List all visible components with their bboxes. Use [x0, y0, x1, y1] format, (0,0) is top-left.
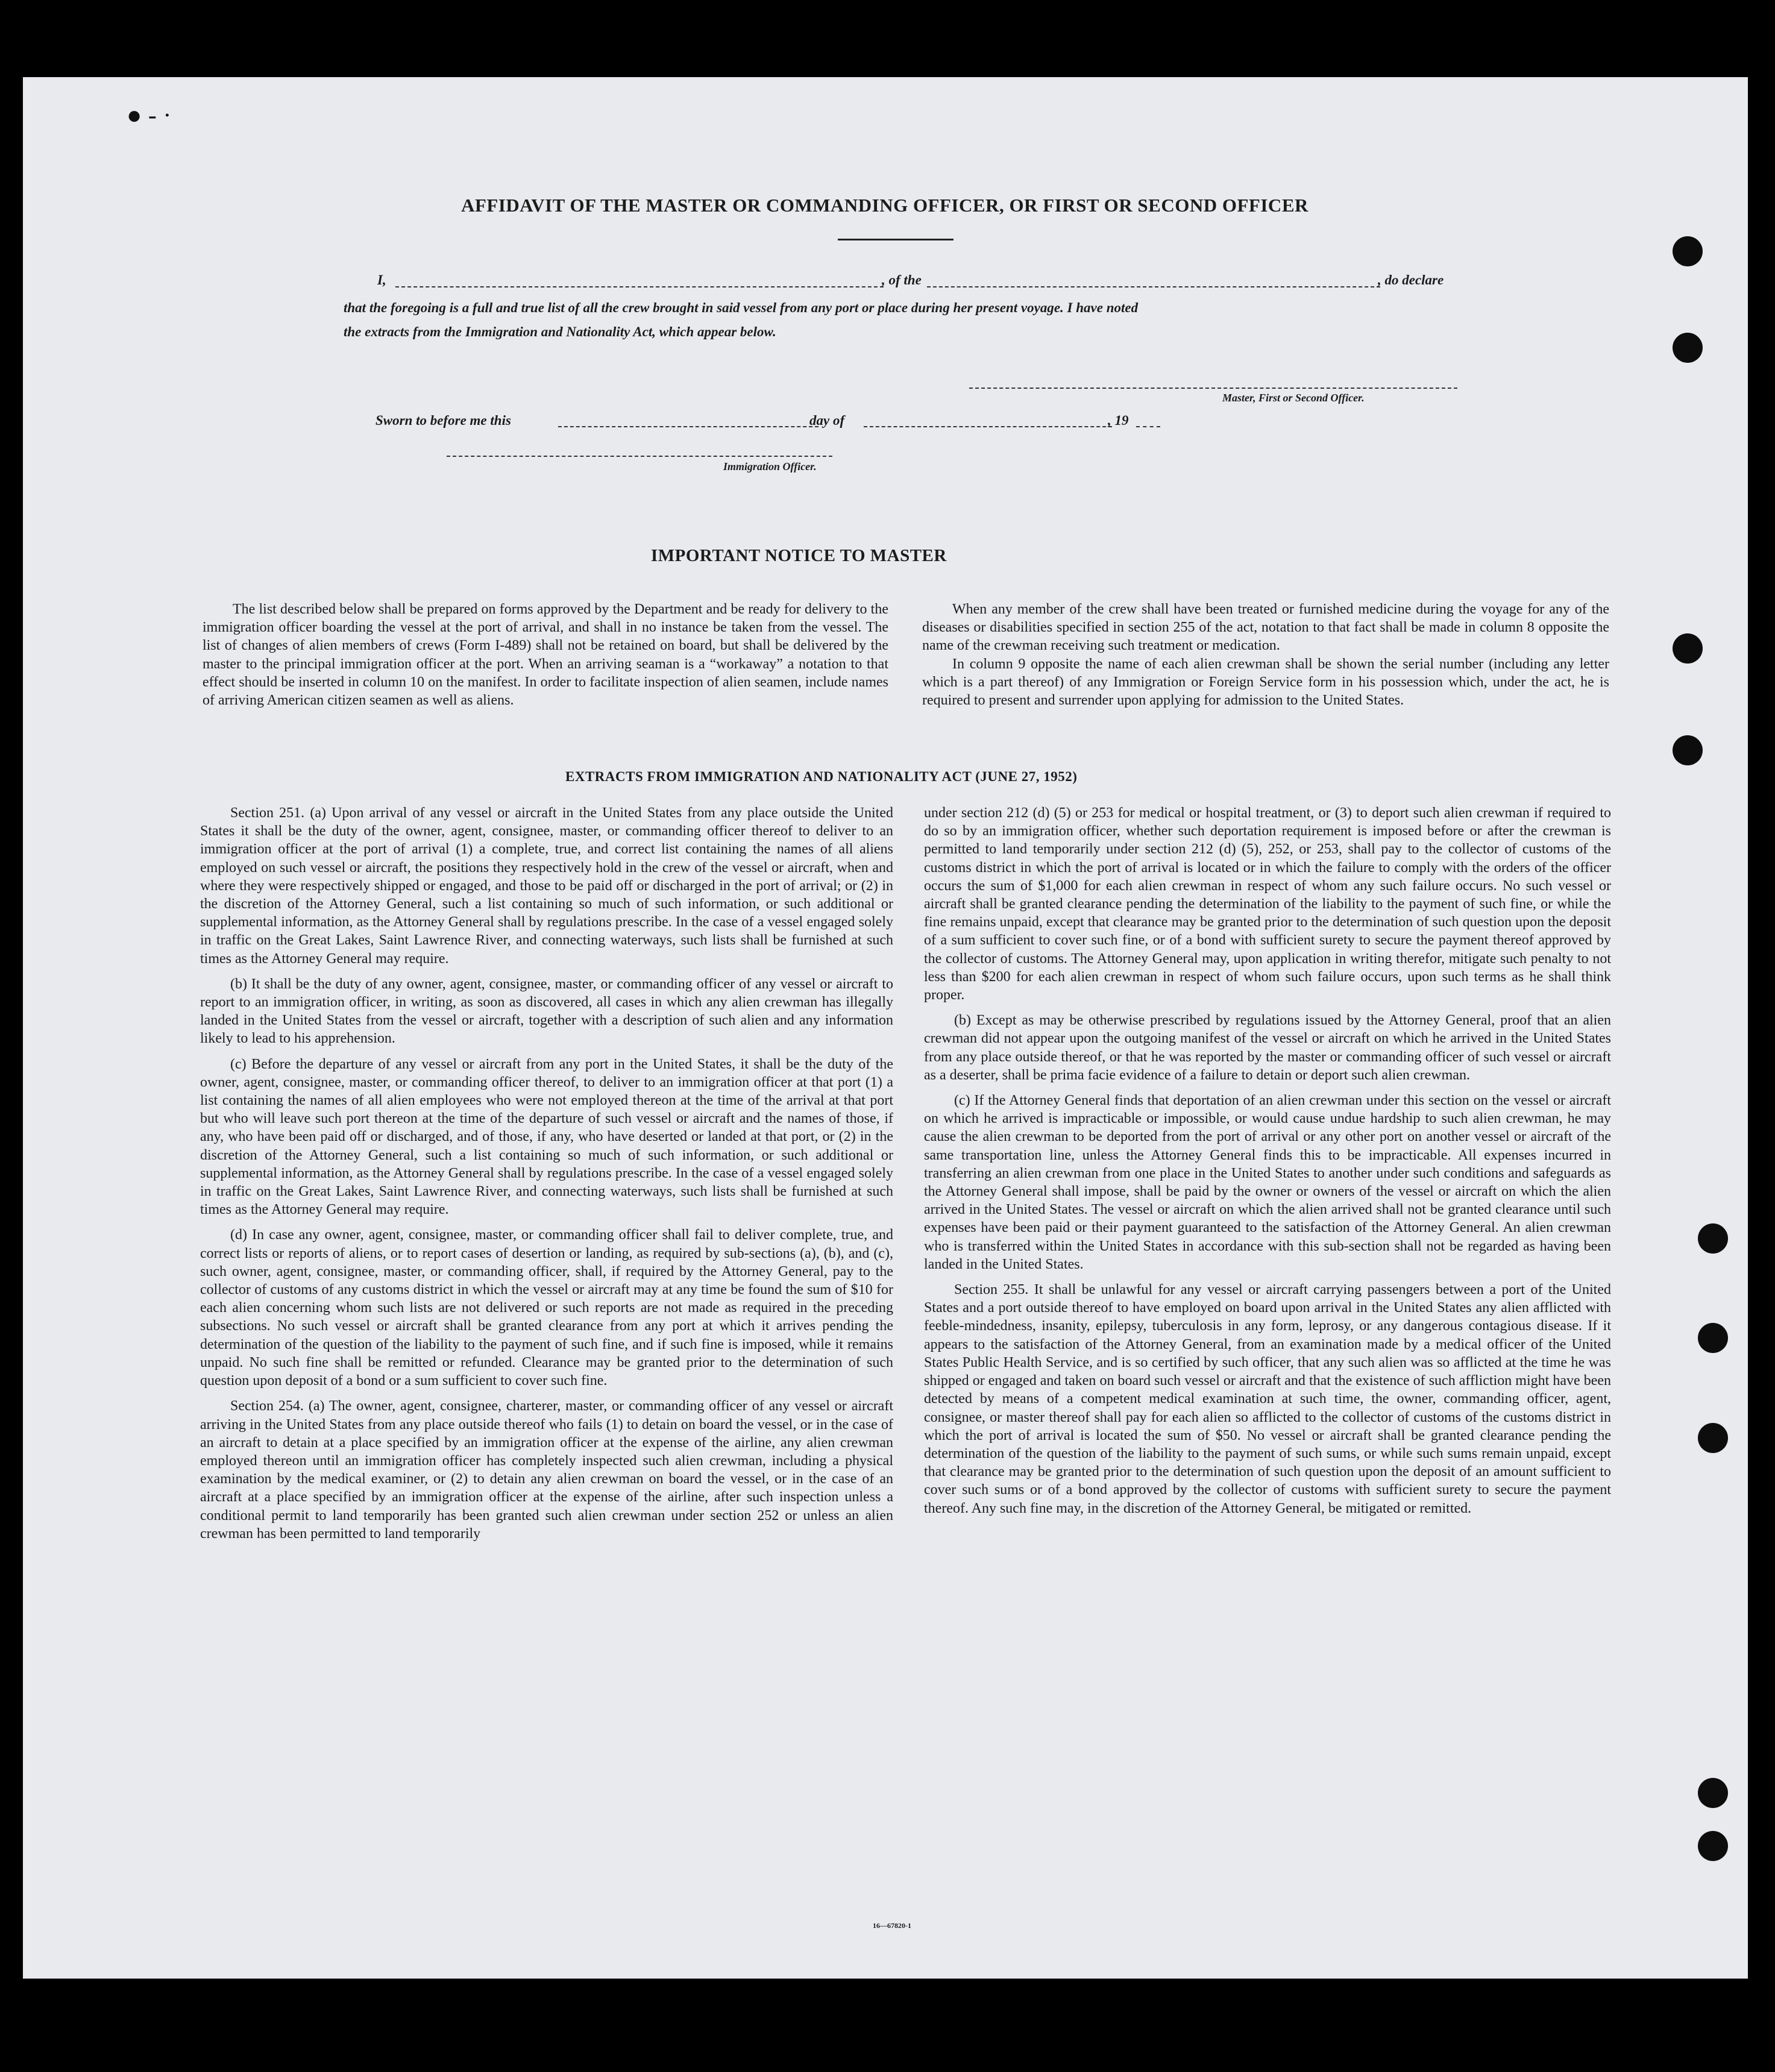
- extracts-title: EXTRACTS FROM IMMIGRATION AND NATIONALITY ACT (JUNE 27, 1952): [565, 769, 1078, 784]
- notice-right-column: [922, 600, 1609, 709]
- title-rule: [838, 239, 953, 240]
- punch-hole: [1673, 236, 1703, 266]
- punch-hole: [1673, 633, 1703, 664]
- notice-paragraph: When any member of the crew shall have been treated or furnished medicine during the voyage for any of the diseases or disabilities specified in section 255 of the act, notation to that fact shall be made in column 8 opposite the name of the crewman receiving such treatment or medication.: [922, 601, 1609, 654]
- punch-hole: [1698, 1831, 1728, 1861]
- section-paragraph: (c) If the Attorney General finds that deportation of an alien crewman under this section on the vessel or aircraft on which he arrived is impracticable or impossible, or would cause undue hardship to such alien crewman, he may cause the alien crewman to be deported from the port of arrival or any other port on another vessel or aircraft of the same transportation line, unless the Attorney General finds this to be impracticable. All expenses incurred in transferring an alien crewman from one place in the United States to another under such conditions and safeguards as the Attorney General shall impose, shall be paid by the owner or owners of the vessel or aircraft on which the alien arrived in the United States. The vessel or aircraft on which the alien arrived shall not be granted clearance until such expenses have been paid or their payment guaranteed to the satisfaction of the Attorney General. An alien crewman who is transferred within the United States in accordance with this sub-section shall not be regarded as having been landed in the United States.: [924, 1093, 1611, 1272]
- officer-signature-label: Immigration Officer.: [723, 460, 817, 472]
- sworn-year-field[interactable]: [1136, 426, 1160, 427]
- notice-paragraph: The list described below shall be prepared on forms approved by the Department and be ready for delivery to the immigration officer boarding the vessel at the port of arrival, and shall in no instance be taken from the vessel. The list of changes of alien members of crews (Form I-489) shall not be retained on board, but shall be delivered by the master to the principal immigration officer at the port. When an arriving seaman is a “workaway” a notation to that effect should be inserted in column 10 on the manifest. In order to facilitate inspection of alien seamen, include names of arriving American citizen seamen as well as aliens.: [203, 601, 888, 709]
- document-page: [23, 77, 1748, 1979]
- affidavit-title: AFFIDAVIT OF THE MASTER OR COMMANDING OFFICER, OR FIRST OR SECOND OFFICER: [461, 195, 1308, 216]
- notice-left-column: [203, 600, 888, 709]
- section-paragraph: (b) Except as may be otherwise prescribed by regulations issued by the Attorney General, proof that an alien crewman did not appear upon the outgoing manifest of the vessel or aircraft on which he arrived in the United States from any place outside thereof, or that he was reported by the master or commanding officer of such vessel or aircraft as a deserter, shall be prima facie evidence of a failure to detain or deport such alien crewman.: [924, 1012, 1611, 1083]
- punch-hole: [1673, 735, 1703, 765]
- name-field[interactable]: [395, 286, 884, 287]
- declaration-line: that the foregoing is a full and true list of all the crew brought in said vessel from any port or place during her present voyage. I have noted: [344, 300, 1139, 315]
- punch-hole: [1698, 1423, 1728, 1453]
- officer-signature-field[interactable]: [447, 456, 832, 457]
- notice-paragraph: In column 9 opposite the name of each alien crewman shall be shown the serial number (including any letter which is a part thereof) of any Immigration or Foreign Service form in his possession which, under the act, he is required to present and surrender upon applying for admission to the United States.: [922, 656, 1609, 709]
- form-code: 16—67820-1: [873, 1921, 911, 1930]
- declaration-line: the extracts from the Immigration and Nationality Act, which appear below.: [344, 324, 776, 339]
- sworn-label: Sworn to before me this: [375, 413, 511, 428]
- punch-hole: [1673, 333, 1703, 363]
- section-paragraph: (c) Before the departure of any vessel or aircraft from any port in the United States, it shall be the duty of the owner, agent, consignee, master, or commanding officer thereof, to deliver to an immigration officer at that port (1) a list containing the names of all alien employees who were not employed thereon at the time of the arrival at that port but who will leave such port thereon at the time of the departure of such vessel or aircraft and the names of those, if any, who have been paid off or discharged, and of those, if any, who have deserted or landed at that port, or (2) in the discretion of the Attorney General, such a list containing so much of such information, or such additional or supplemental information, as the Attorney General shall by regulations prescribe. In the case of a vessel engaged solely in traffic on the Great Lakes, Saint Lawrence River, and connecting waterways, such lists shall be furnished at such times as the Attorney General may require.: [200, 1056, 893, 1218]
- do-declare-label: , do declare: [1378, 272, 1444, 287]
- sworn-month-field[interactable]: [864, 426, 1112, 427]
- of-the-label: , of the: [882, 272, 922, 287]
- master-signature-label: Master, First or Second Officer.: [1222, 392, 1365, 404]
- vessel-field[interactable]: [927, 286, 1380, 287]
- section-paragraph: Section 254. (a) The owner, agent, consignee, charterer, master, or commanding officer of any vessel or aircraft arriving in the United States from any place outside thereof who fails (1) to detain on board the vessel, or in the case of an aircraft to detain at a place specified by an immigration officer at the expense of the airline, any alien crewman employed thereon until an immigration officer has completely inspected such alien crewman, including a physical examination by the medical examiner, or (2) to detain any alien crewman on board the vessel, or in the case of an aircraft at a place specified by an immigration officer at the expense of the airline, after such inspection unless a conditional permit to land temporarily has been granted such alien crewman under section 252 or unless an alien crewman has been permitted to land temporarily: [200, 1398, 893, 1542]
- section-paragraph: under section 212 (d) (5) or 253 for medical or hospital treatment, or (3) to deport such alien crewman if required to do so by an immigration officer, whether such deportation requirement is imposed before or after the crewman is permitted to land temporarily under section 212 (d) (5), 252, or 253, shall pay to the collector of customs of the customs district in which the port of arrival is located or in which the failure to comply with the orders of the officer occurs the sum of $1,000 for each alien crewman in respect of whom any such failure occurs. No such vessel or aircraft shall be granted clearance pending the determination of the liability to the payment of such fine, or while the fine remains unpaid, except that clearance may be granted prior to the determination of such question upon the deposit of a sum sufficient to cover such fine, or of a bond with sufficient surety to secure the payment thereof approved by the collector of customs. The Attorney General may, upon application in writing therefor, mitigate such penalty to not less than $200 for each alien crewman in respect of whom such failure occurs, upon such terms as he shall think proper.: [924, 805, 1611, 1003]
- section-paragraph: (b) It shall be the duty of any owner, agent, consignee, master, or commanding officer of any vessel or aircraft to report to an immigration officer, in writing, as soon as discovered, all cases in which any alien crewman has illegally landed in the United States from the vessel or aircraft, together with a description of such alien and any information likely to lead to his apprehension.: [200, 976, 893, 1047]
- master-signature-field[interactable]: [969, 388, 1457, 389]
- section-paragraph: (d) In case any owner, agent, consignee, master, or commanding officer shall fail to deliver complete, true, and correct lists or reports of aliens, or to report cases of desertion or landing, as required by sub-sections (a), (b), and (c), such owner, agent, consignee, master, or commanding officer, shall, if required by the Attorney General, pay to the collector of customs of any customs district in which the vessel or aircraft may at any time be found the sum of $10 for each alien concerning whom such lists are not delivered or such reports are not made as required in the preceding subsections. No such vessel or aircraft shall be granted clearance from any port at which it arrives pending the determination of the question of the liability to the payment of such fine, and if such fine is imposed, while it remains unpaid. No such fine shall be remitted or refunded. Clearance may be granted prior to the determination of such question upon deposit of a bond or a sum sufficient to cover such fine.: [200, 1227, 893, 1389]
- punch-hole: [1698, 1223, 1728, 1254]
- section-paragraph: Section 251. (a) Upon arrival of any vessel or aircraft in the United States from any place outside the United States it shall be the duty of the owner, agent, consignee, master, or commanding officer thereof to deliver to an immigration officer at the port of arrival (1) a complete, true, and correct list containing the names of all aliens employed on such vessel or aircraft, the positions they respectively hold in the crew of the vessel or aircraft, when and where they were respectively shipped or engaged, and those to be paid off or discharged in the port of arrival; or (2) in the discretion of the Attorney General, such a list containing so much of such information, or such additional or supplemental information, as the Attorney General shall by regulations prescribe. In the case of a vessel engaged solely in traffic on the Great Lakes, Saint Lawrence River, and connecting waterways, such lists shall be furnished at such times as the Attorney General may require.: [200, 805, 893, 967]
- day-of-label: day of: [809, 413, 845, 428]
- scan-specks: ● ‑ ·: [127, 102, 172, 130]
- sworn-day-field[interactable]: [558, 426, 818, 427]
- extracts-right-column: [924, 804, 1611, 1525]
- i-label: I,: [377, 272, 386, 287]
- punch-hole: [1698, 1778, 1728, 1808]
- notice-title: IMPORTANT NOTICE TO MASTER: [651, 546, 947, 565]
- year-label: , 19: [1108, 413, 1129, 428]
- punch-hole: [1698, 1323, 1728, 1353]
- section-paragraph: Section 255. It shall be unlawful for any vessel or aircraft carrying passengers between a port of the United States and a port outside thereof to have employed on board upon arrival in the United States any alien afflicted with feeble-mindedness, insanity, epilepsy, tuberculosis in any form, leprosy, or any dangerous contagious disease. If it appears to the satisfaction of the Attorney General, from an examination made by a medical officer of the United States Public Health Service, and is so certified by such officer, that any such alien was so afflicted at the time he was shipped or engaged and taken on board such vessel or aircraft and that the existence of such affliction might have been detected by means of a competent medical examination at such time, the owner, commanding officer, agent, consignee, or master thereof shall pay for each alien so afflicted to the collector of customs of the customs district in which the port of arrival is located the sum of $50. No vessel or aircraft shall be granted clearance pending the determination of the question of the liability to the payment of such sums, or while such sums remain unpaid, except that clearance may be granted prior to the determination of such question upon the deposit of an amount sufficient to cover such sums or of a bond approved by the collector of customs with sufficient surety to secure the payment thereof. Any such fine may, in the discretion of the Attorney General, be mitigated or remitted.: [924, 1282, 1611, 1516]
- extracts-left-column: [200, 804, 893, 1550]
